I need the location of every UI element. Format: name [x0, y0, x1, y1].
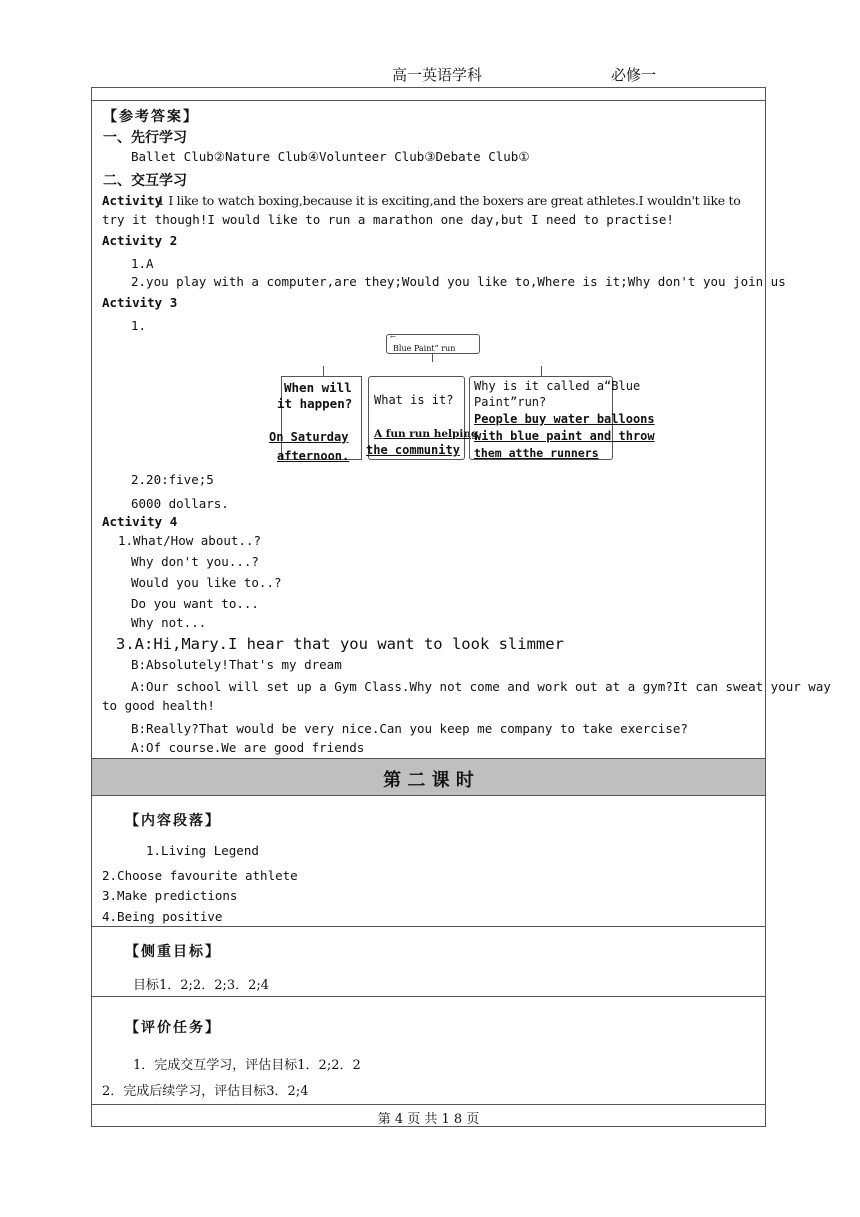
- activity4-item-1: 1.What/How about..?: [118, 533, 261, 548]
- activity4-dialogue-a2-line2: to good health!: [102, 698, 215, 713]
- activity3-line3: 6000 dollars.: [131, 496, 229, 511]
- activity4-item-4: Do you want to...: [131, 596, 259, 611]
- content-item-2: 2.Choose favourite athlete: [102, 868, 298, 883]
- content-title: 【内容段落】: [125, 813, 221, 829]
- activity3-line2: 2.20:five;5: [131, 472, 214, 487]
- content-item-4: 4.Being positive: [102, 909, 223, 924]
- box-why-answer3: them atthe runners: [474, 446, 599, 460]
- activity4-item-2: Why don't you...?: [131, 554, 259, 569]
- activity4-item-5: Why not...: [131, 615, 207, 630]
- activity4-label: Activity 4: [102, 514, 178, 529]
- box-why-answer2: with blue paint and throw: [474, 429, 655, 443]
- box-what-answer1: A fun run helping: [374, 428, 479, 440]
- box-what-question: What is it?: [374, 393, 454, 407]
- section1-title: 一、先行学习: [103, 130, 187, 146]
- diagram-top-mark: ←: [390, 333, 396, 341]
- activity4-item-3: Would you like to..?: [131, 575, 282, 590]
- activity4-dialogue-a3: A:Of course.We are good friends: [131, 740, 365, 755]
- answers-title: 【参考答案】: [103, 109, 199, 125]
- focus-text: 目标1．2;2．2;3．2;4: [133, 978, 270, 993]
- lesson2-title: 第 二 课 时: [383, 770, 474, 791]
- box-when-line2: it happen?: [277, 396, 353, 411]
- content-item-1: 1.Living Legend: [146, 843, 259, 858]
- diagram-top-label: Blue Paint” run: [393, 344, 456, 353]
- activity1-label: Activity: [102, 193, 163, 208]
- section2-title: 二、交互学习: [103, 173, 187, 189]
- box-when-line1: When will: [284, 380, 352, 395]
- box-when-answer2: afternoon.: [277, 449, 350, 463]
- activity3-line1: 1.: [131, 318, 147, 333]
- activity4-dialogue-b1: B:Absolutely!That's my dream: [131, 657, 342, 672]
- activity2-label: Activity 2: [102, 233, 178, 248]
- activity4-dialogue-b2: B:Really?That would be very nice.Can you keep me company to take exercise?: [131, 721, 688, 736]
- activity2-line1: 1.A: [131, 256, 154, 271]
- activity1-line1: 1 I like to watch boxing,because it is exciting,and the boxers are great athletes.I wouldn't like to: [157, 193, 741, 208]
- box-why-question2: Paint”run?: [474, 395, 547, 409]
- eval-item-1: 1．完成交互学习，评估目标1．2;2．2: [133, 1058, 361, 1073]
- box-when-answer1: On Saturday: [269, 430, 349, 444]
- focus-title: 【侧重目标】: [125, 944, 221, 960]
- eval-title: 【评价任务】: [125, 1020, 221, 1036]
- eval-item-2: 2．完成后续学习，评估目标3．2;4: [102, 1084, 309, 1099]
- section1-line: Ballet Club②Nature Club④Volunteer Club③Debate Club①: [131, 149, 530, 164]
- box-why-question1: Why is it called a“Blue: [474, 379, 641, 393]
- header-subject: 高一英语学科: [392, 66, 483, 84]
- header-volume: 必修一: [611, 66, 657, 84]
- activity2-line2: 2.you play with a computer,are they;Would you like to,Where is it;Why don't you join us: [131, 274, 786, 289]
- box-what-answer2: the community: [366, 443, 460, 457]
- activity3-label: Activity 3: [102, 295, 178, 310]
- page-number: 第 4 页 共 1 8 页: [377, 1112, 480, 1127]
- activity1-line2: try it though!I would like to run a marathon one day,but I need to practise!: [102, 212, 674, 227]
- content-item-3: 3.Make predictions: [102, 888, 238, 903]
- activity4-dialogue-a1: 3.A:Hi,Mary.I hear that you want to look slimmer: [116, 635, 564, 653]
- activity4-dialogue-a2-line1: A:Our school will set up a Gym Class.Why not come and work out at a gym?It can sweat your way: [131, 679, 831, 694]
- box-why-answer1: People buy water balloons: [474, 412, 655, 426]
